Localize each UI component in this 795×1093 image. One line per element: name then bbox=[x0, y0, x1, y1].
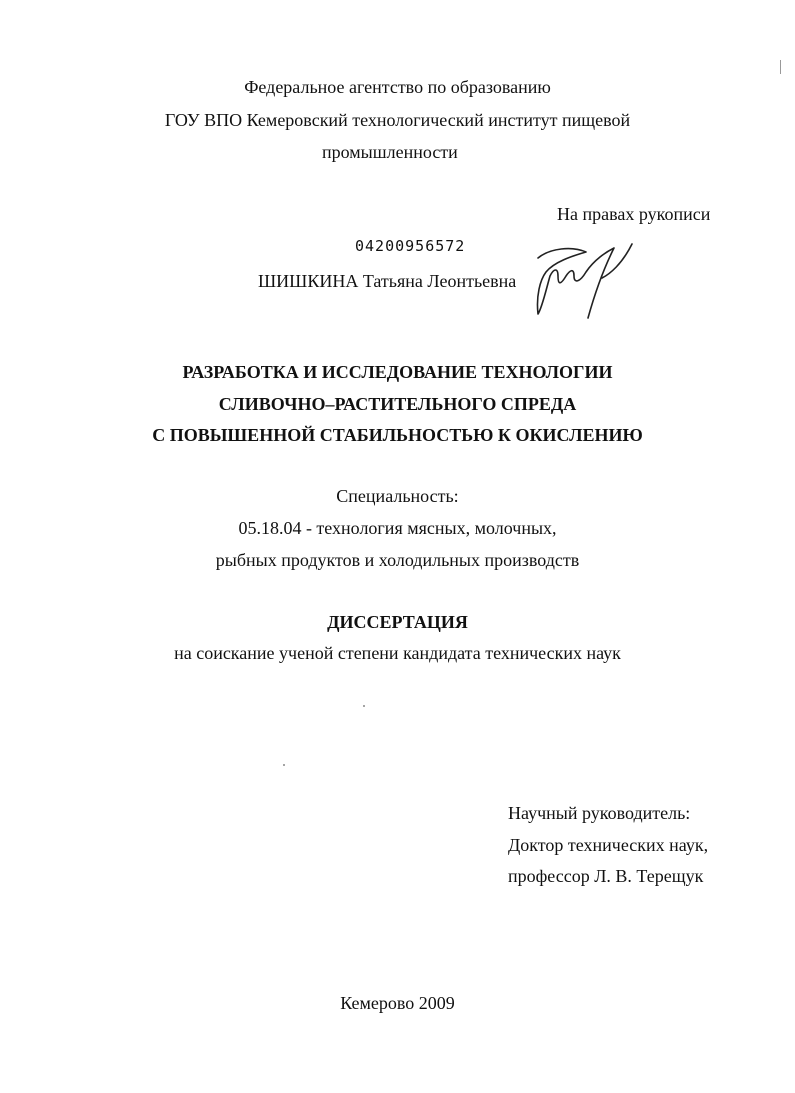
title-line1: РАЗРАБОТКА И ИССЛЕДОВАНИЕ ТЕХНОЛОГИИ bbox=[182, 362, 613, 382]
city-year: Кемерово 2009 bbox=[340, 993, 455, 1013]
institute-name-line1: ГОУ ВПО Кемеровский технологический институт пищевой bbox=[164, 110, 631, 130]
scan-speck bbox=[363, 705, 365, 707]
institute-name-line2: промышленности bbox=[322, 142, 458, 162]
scan-mark bbox=[780, 60, 781, 74]
title-line2: СЛИВОЧНО–РАСТИТЕЛЬНОГО СПРЕДА bbox=[218, 394, 577, 414]
supervisor-label: Научный руководитель: bbox=[508, 803, 691, 823]
agency-name: Федеральное агентство по образованию bbox=[244, 77, 551, 97]
manuscript-note: На правах рукописи bbox=[557, 204, 711, 224]
specialty-label: Специальность: bbox=[336, 486, 459, 506]
author-name: ШИШКИНА Татьяна Леонтьевна bbox=[258, 271, 517, 291]
registration-number: 04200956572 bbox=[355, 237, 466, 255]
specialty-line1: 05.18.04 - технология мясных, молочных, bbox=[238, 518, 557, 538]
specialty-line2: рыбных продуктов и холодильных производств bbox=[215, 550, 580, 570]
document-type-subheading: на соискание ученой степени кандидата технических наук bbox=[174, 643, 621, 663]
supervisor-name: профессор Л. В. Терещук bbox=[508, 866, 704, 886]
document-type-heading: ДИССЕРТАЦИЯ bbox=[327, 612, 468, 632]
signature-icon bbox=[532, 238, 642, 323]
supervisor-degree: Доктор технических наук, bbox=[508, 835, 709, 855]
title-line3: С ПОВЫШЕННОЙ СТАБИЛЬНОСТЬЮ К ОКИСЛЕНИЮ bbox=[152, 425, 643, 445]
scan-speck bbox=[283, 764, 285, 766]
